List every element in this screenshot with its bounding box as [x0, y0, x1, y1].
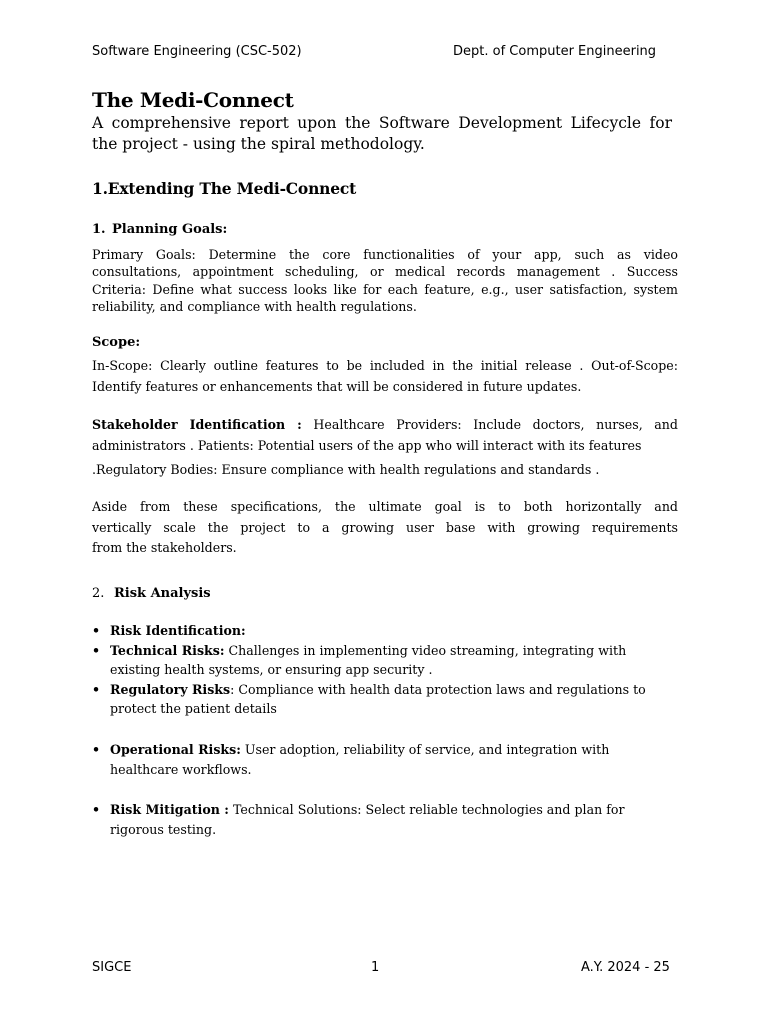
document-title: The Medi-Connect — [92, 88, 294, 112]
risk-analysis-title: Risk Analysis — [114, 586, 211, 601]
list-item: • Risk Identification: — [92, 623, 246, 638]
stakeholder-line-1-text: Healthcare Providers: Include doctors, nurses, and — [301, 417, 678, 432]
planning-line: Primary Goals: Determine the core functionalities of your app, such as video — [92, 247, 678, 262]
risk-analysis-heading — [92, 586, 211, 601]
scope-line: In-Scope: Clearly outline features to be included in the initial release . Out-of-Scope: — [92, 358, 678, 373]
list-item: • Risk Mitigation : Technical Solutions: Select reliable technologies and plan for rigorous testing. — [92, 802, 625, 837]
planning-goals-heading — [92, 222, 227, 237]
planning-goals-title: Planning Goals: — [112, 222, 228, 237]
scope-heading: Scope: — [92, 335, 141, 350]
stakeholder-line-2: administrators . Patients: Potential users of the app who will interact with its features — [92, 438, 642, 453]
scope-line: Identify features or enhancements that will be considered in future updates. — [92, 379, 582, 394]
footer-academic-year: A.Y. 2024 - 25 — [581, 960, 670, 975]
planning-line: consultations, appointment scheduling, or medical records management . Success — [92, 264, 678, 280]
section-1-heading: 1.Extending The Medi-Connect — [92, 179, 357, 198]
list-item: • Technical Risks: Challenges in implementing video streaming, integrating with existing health systems, or ensuring app security . — [92, 642, 627, 677]
aside-line: from the stakeholders. — [92, 540, 237, 555]
footer-page-number: 1 — [371, 960, 380, 975]
footer-institution: SIGCE — [92, 960, 132, 975]
aside-line: Aside from these specifications, the ultimate goal is to both horizontally and — [92, 499, 678, 514]
risk-list-b — [92, 740, 662, 779]
list-item: • Regulatory Risks: Compliance with health data protection laws and regulations to protect the patient details — [92, 681, 646, 716]
stakeholder-line-3: .Regulatory Bodies: Ensure compliance with health regulations and standards . — [92, 462, 600, 477]
planning-line: reliability, and compliance with health regulations. — [92, 298, 417, 314]
risk-list-a — [92, 621, 662, 719]
header-department: Dept. of Computer Engineering — [453, 44, 657, 59]
stakeholder-line-1 — [92, 414, 678, 435]
risk-analysis-number: 2. — [92, 586, 105, 601]
aside-paragraph — [92, 497, 678, 559]
planning-line: Criteria: Define what success looks like for each feature, e.g., user satisfaction, system — [92, 281, 678, 297]
document-subtitle: A comprehensive report upon the Software Development Lifecycle for the project - using the spiral methodology. — [92, 114, 672, 153]
planning-goals-number: 1. — [92, 222, 106, 237]
aside-line: vertically scale the project to a growing user base with growing requirements — [92, 519, 678, 535]
list-item: • Operational Risks: User adoption, reliability of service, and integration with healthcare workflows. — [92, 742, 610, 777]
header-course: Software Engineering (CSC-502) — [92, 44, 302, 59]
stakeholder-paragraph — [92, 414, 678, 480]
stakeholder-label: Stakeholder Identification : — [92, 417, 302, 432]
planning-goals-paragraph — [92, 246, 678, 315]
risk-list-c — [92, 800, 662, 839]
scope-paragraph — [92, 355, 678, 397]
